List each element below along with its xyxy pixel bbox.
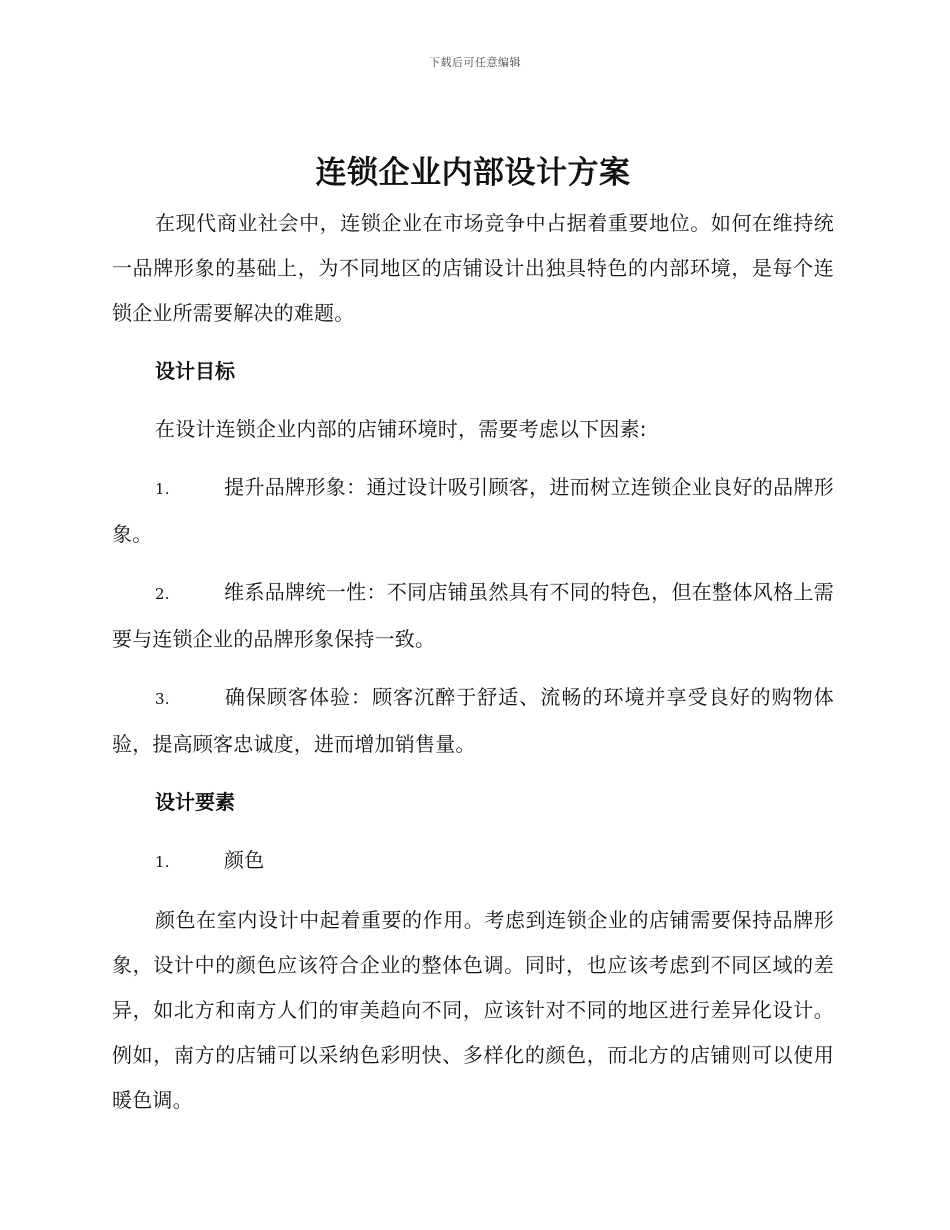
list-item-text: 颜色 [224,848,265,872]
list-item-text: 提升品牌形象：通过设计吸引顾客，进而树立连锁企业良好的品牌形象。 [112,475,834,546]
list-number: 3. [155,690,170,708]
document-body [112,145,834,1123]
list-item [112,570,834,662]
spacer [112,885,834,898]
list-item [112,838,834,885]
list-item-text: 确保顾客体验：顾客沉醉于舒适、流畅的环境并享受良好的购物体验，提高顾客忠诚度，进而增加销售量。 [112,685,834,756]
spacer [112,825,834,838]
section-heading-goals: 设计目标 [155,359,235,383]
spacer [112,662,834,675]
spacer [112,394,834,407]
section-heading-elements: 设计要素 [155,790,235,814]
spacer [112,336,834,349]
list-number: 2. [155,585,170,603]
list-number: 1. [155,480,170,498]
intro-paragraph: 在现代商业社会中，连锁企业在市场竞争中占据着重要地位。如何在维持统一品牌形象的基础上，为不同地区的店铺设计出独具特色的内部环境，是每个连锁企业所需要解决的难题。 [112,211,834,325]
spacer [112,452,834,465]
list-item [112,465,834,557]
list-item-text: 维系品牌统一性：不同店铺虽然具有不同的特色，但在整体风格上需要与连锁企业的品牌形象保持一致。 [112,580,834,651]
header-note: 下载后可任意编辑 [429,56,521,69]
spacer [112,557,834,570]
list-item [112,675,834,767]
list-number: 1. [155,853,170,871]
goals-lead-paragraph: 在设计连锁企业内部的店铺环境时，需要考虑以下因素: [155,417,647,441]
document-title: 连锁企业内部设计方案 [315,155,631,191]
color-body-paragraph: 颜色在室内设计中起着重要的作用。考虑到连锁企业的店铺需要保持品牌形象，设计中的颜色应该符合企业的整体色调。同时，也应该考虑到不同区域的差异，如北方和南方人们的审美趋向不同，应该针对不同的地区进行差异化设计。例如，南方的店铺可以采纳色彩明快、多样化的颜色，而北方的店铺则可以使用暖色调。 [112,908,834,1112]
spacer [112,767,834,780]
